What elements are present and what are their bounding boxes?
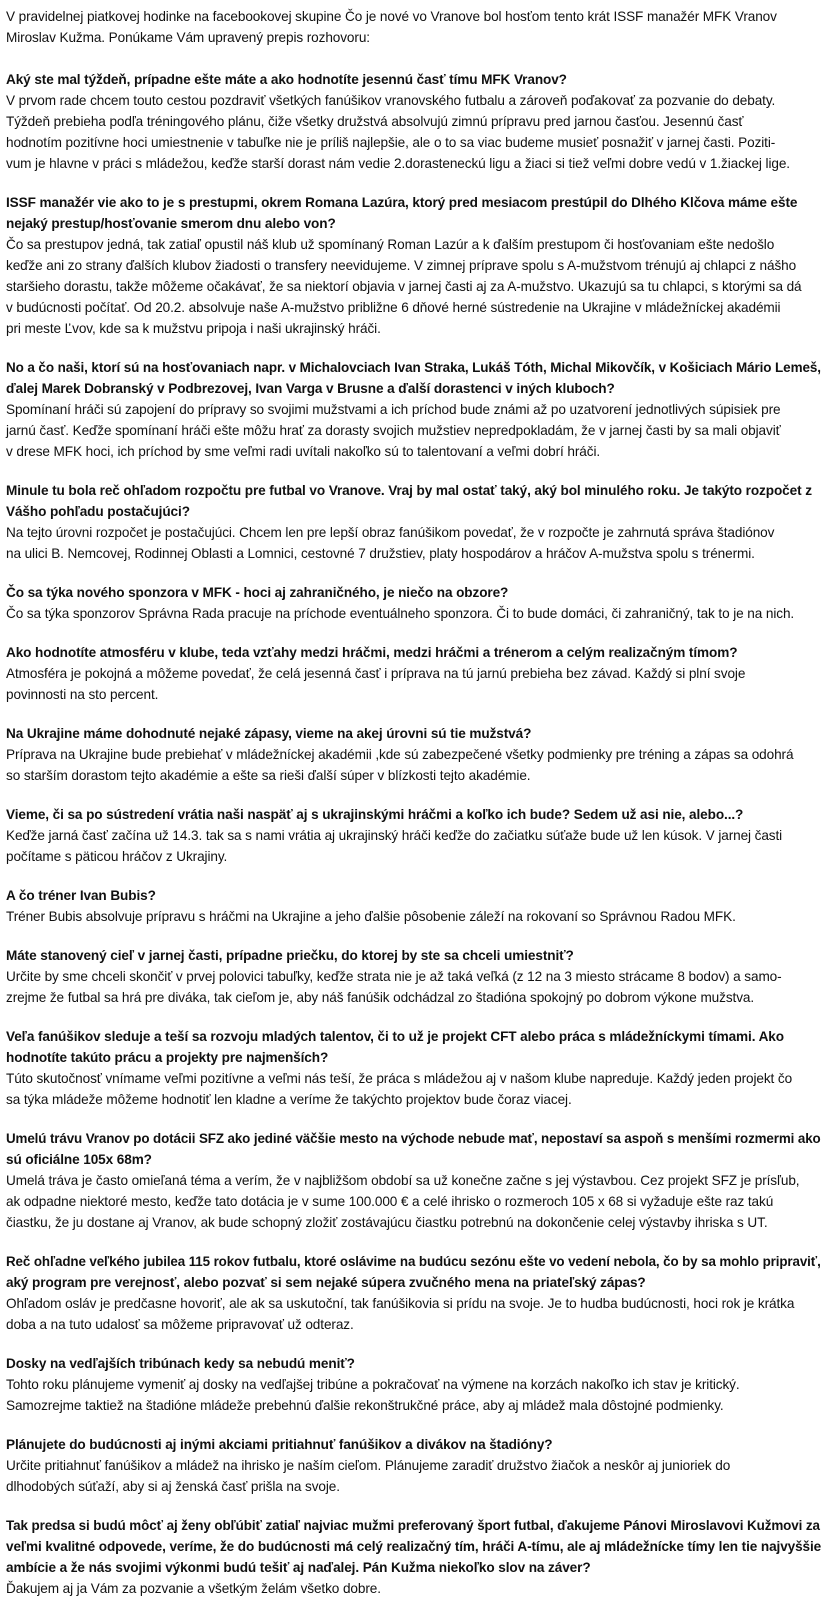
question-line: Reč ohľadne veľkého jubilea 115 rokov futbalu, ktoré oslávime na budúcu sezónu ešte vo vedení nebola, čo by sa mohlo pripraviť, bbox=[6, 1254, 821, 1269]
answer-line: Túto skutočnosť vnímame veľmi pozitívne a veľmi nás teší, že práca s mládežou aj v našom klube napreduje. Každý jeden projekt čo bbox=[6, 1071, 793, 1086]
qa-block bbox=[6, 582, 821, 624]
answer-line: hodnotím pozitívne hoci umiestnenie v tabuľke nie je príliš najlepšie, ale o to sa viac budeme musieť posnažiť v jarnej časti. Poziti- bbox=[6, 135, 776, 150]
question-line: Veľa fanúšikov sleduje a teší sa rozvoju mladých talentov, či to už je projekt CFT alebo práca s mládežníckymi tímami. Ako bbox=[6, 1029, 784, 1044]
question-line: Čo sa týka nového sponzora v MFK - hoci aj zahraničného, je niečo na obzore? bbox=[6, 585, 509, 600]
question-line: Vášho pohľadu postačujúci? bbox=[6, 504, 190, 519]
qa-block bbox=[6, 885, 821, 927]
answer-line: vum je hlavne v práci s mládežou, keďže starší dorast nám vedie 2.dorasteneckú ligu a žiaci si tiež veľmi dobre vedú v 1.žiackej lige. bbox=[6, 156, 790, 171]
qa-block bbox=[6, 1353, 821, 1416]
question-line: A čo tréner Ivan Bubis? bbox=[6, 888, 156, 903]
question-line: nejaký prestup/hosťovanie smerom dnu alebo von? bbox=[6, 216, 336, 231]
answer-line: zrejme že futbal sa hrá pre diváka, tak cieľom je, aby náš fanúšik odchádzal zo štadióna spokojný po dobrom výkone mužstva. bbox=[6, 990, 755, 1005]
answer-line: Samozrejme taktiež na štadióne mládeže prebehnú ďalšie rekonštrukčné práce, aby aj mládež mala dôstojné podmienky. bbox=[6, 1398, 724, 1413]
answer-line: sa týka mládeže môžeme hodnotiť len kladne a veríme že takýchto projektov bude čoraz viacej. bbox=[6, 1092, 572, 1107]
answer-line: Atmosféra je pokojná a môžeme povedať, že celá jesenná časť i príprava na tú jarnú prebieha bez závad. Každý si plní svoje bbox=[6, 666, 746, 681]
answer-line: Týždeň prebieha podľa tréningového plánu, čiže všetky družstvá absolvujú zimnú prípravu pred jarnou časťou. Jesennú časť bbox=[6, 114, 744, 129]
answer-line: Na tejto úrovni rozpočet je postačujúci. Chcem len pre lepší obraz fanúšikom povedať, že v rozpočte je zahrnutá správa štadiónov bbox=[6, 525, 775, 540]
answer-line: Určite pritiahnuť fanúšikov a mládež na ihrisko je naším cieľom. Plánujeme zaradiť družstvo žiačok a neskôr aj junioriek do bbox=[6, 1458, 731, 1473]
answer-line: Ohľadom osláv je predčasne hovoriť, ale ak sa uskutoční, tak fanúšikovia si prídu na svoje. Je to hudba budúcnosti, hoci rok je krátka bbox=[6, 1296, 795, 1311]
qa-block bbox=[6, 480, 821, 564]
answer-line: jarnú časť. Keďže spomínaní hráči ešte môžu hrať za dorasty svojich mužstiev nepredpokladám, že v jarnej časti by sa mali objaviť bbox=[6, 423, 781, 438]
answer-line: Ďakujem aj ja Vám za pozvanie a všetkým želám všetko dobre. bbox=[6, 1581, 381, 1596]
answer-line: Určite by sme chceli skončiť v prvej polovici tabuľky, keďže strata nie je až taká veľká (z 12 na 3 miesto strácame 8 bodov) a samo- bbox=[6, 969, 782, 984]
qa-block bbox=[6, 1515, 821, 1599]
qa-block bbox=[6, 69, 821, 174]
question-line: sú oficiálne 105x 68m? bbox=[6, 1152, 152, 1167]
answer-line: pri meste Ľvov, kde sa k mužstvu pripoja i naši ukrajinský hráči. bbox=[6, 321, 381, 336]
question-line: Na Ukrajine máme dohodnuté nejaké zápasy, vieme na akej úrovni sú tie mužstvá? bbox=[6, 726, 532, 741]
qa-block bbox=[6, 642, 821, 705]
answer-line: povinnosti na sto percent. bbox=[6, 687, 159, 702]
qa-block bbox=[6, 723, 821, 786]
answer-line: staršieho dorastu, takže môžeme očakávať, že sa niektorí objavia v jarnej časti aj za A-mužstvo. Ukazujú sa tu chlapci, s ktorými sa dá bbox=[6, 279, 802, 294]
question-line: ďalej Marek Dobranský v Podbrezovej, Ivan Varga v Brusne a ďalší dorastenci v iných kluboch? bbox=[6, 381, 615, 396]
qa-block bbox=[6, 1434, 821, 1497]
answer-line: Príprava na Ukrajine bude prebiehať v mládežníckej akadémii ,kde sú zabezpečené všetky podmienky pre tréning a zápas sa odohrá bbox=[6, 747, 794, 762]
answer-line: dlhodobých súťaží, aby si aj ženská časť prišla na svoje. bbox=[6, 1479, 340, 1494]
question-line: Ako hodnotíte atmosféru v klube, teda vzťahy medzi hráčmi, medzi hráčmi a trénerom a celým realizačným tímom? bbox=[6, 645, 738, 660]
qa-block bbox=[6, 357, 821, 462]
qa-block bbox=[6, 1251, 821, 1335]
question-line: Dosky na vedľajších tribúnach kedy sa nebudú meniť? bbox=[6, 1356, 355, 1371]
answer-line: Tohto roku plánujeme vymeniť aj dosky na vedľajšej tribúne a pokračovať na výmene na korzách nakoľko ich stav je kritický. bbox=[6, 1377, 740, 1392]
answer-line: so starším dorastom tejto akadémie a ešte sa rieši ďalší súper v blízkosti tejto akadémie. bbox=[6, 768, 531, 783]
question-line: ISSF manažér vie ako to je s prestupmi, okrem Romana Lazúra, ktorý pred mesiacom prestúpil do Dlhého Klčova máme ešte bbox=[6, 195, 798, 210]
intro-paragraph bbox=[6, 6, 821, 48]
answer-line: na ulici B. Nemcovej, Rodinnej Oblasti a Lomnici, cestovné 7 družstiev, platy hospodárov a hráčov A-mužstva spolu s trénermi. bbox=[6, 546, 755, 561]
qa-list bbox=[6, 69, 821, 1599]
answer-line: keďže ani zo strany ďalších klubov žiadosti o transfery neevidujeme. V zimnej príprave spolu s A-mužstvom trénujú aj chlapci z nášho bbox=[6, 258, 797, 273]
answer-line: v drese MFK hoci, ich príchod by sme veľmi radi uvítali nakoľko sú to talentovaní a veľmi dobrí hráči. bbox=[6, 444, 601, 459]
question-line: Aký ste mal týždeň, prípadne ešte máte a ako hodnotíte jesennú časť tímu MFK Vranov? bbox=[6, 72, 567, 87]
answer-line: V prvom rade chcem touto cestou pozdraviť všetkých fanúšikov vranovského futbalu a zároveň poďakovať za pozvanie do debaty. bbox=[6, 93, 776, 108]
qa-block bbox=[6, 192, 821, 339]
answer-line: doba a na tuto udalosť sa môžeme pripravovať už odteraz. bbox=[6, 1317, 354, 1332]
question-line: Máte stanovený cieľ v jarnej časti, prípadne priečku, do ktorej by ste sa chceli umiestniť? bbox=[6, 948, 574, 963]
answer-line: Čo sa týka sponzorov Správna Rada pracuje na príchode eventuálneho sponzora. Či to bude domáci, či zahraničný, tak to je na nich. bbox=[6, 606, 795, 621]
qa-block bbox=[6, 1128, 821, 1233]
answer-line: v budúcnosti počítať. Od 20.2. absolvuje naše A-mužstvo približne 6 dňové herné sústredenie na Ukrajine v mládežníckej akadémii bbox=[6, 300, 781, 315]
answer-line: Spomínaní hráči sú zapojení do prípravy so svojimi mužstvami a ich príchod bude známi až po uzatvorení jednotlivých súpisiek pre bbox=[6, 402, 781, 417]
question-line: Umelú trávu Vranov po dotácii SFZ ako jediné väčšie mesto na východe nebude mať, nepostaví sa aspoň s menšími rozmermi ako bbox=[6, 1131, 821, 1146]
answer-line: Čo sa prestupov jedná, tak zatiaľ opustil náš klub už spomínaný Roman Lazúr a k ďalším prestupom či hosťovaniam ešte nedošlo bbox=[6, 237, 775, 252]
question-line: Minule tu bola reč ohľadom rozpočtu pre futbal vo Vranove. Vraj by mal ostať taký, aký bol minulého roku. Je takýto rozpočet z bbox=[6, 483, 812, 498]
question-line: hodnotíte takúto prácu a projekty pre najmenších? bbox=[6, 1050, 329, 1065]
answer-line: čiastku, že ju dostane aj Vranov, ak bude schopný zložiť zostávajúcu čiastku potrebnú na dokončenie celej výstavby ihriska s UT. bbox=[6, 1215, 768, 1230]
question-line: aký program pre verejnosť, alebo pozvať si sem nejaké súpera zvučného mena na priateľský zápas? bbox=[6, 1275, 646, 1290]
qa-block bbox=[6, 945, 821, 1008]
answer-line: Umelá tráva je často omieľaná téma a verím, že v najbližšom období sa už konečne začne s jej výstavbou. Cez projekt SFZ je prísľub, bbox=[6, 1173, 800, 1188]
qa-block bbox=[6, 804, 821, 867]
answer-line: ak odpadne niektoré mesto, keďže tato dotácia je v sume 100.000 € a celé ihrisko o rozmeroch 105 x 68 si vyžaduje ešte raz takú bbox=[6, 1194, 774, 1209]
question-line: Vieme, či sa po sústredení vrátia naši naspäť aj s ukrajinskými hráčmi a koľko ich bude? Sedem už asi nie, alebo...? bbox=[6, 807, 744, 822]
question-line: No a čo naši, ktorí sú na hosťovaniach napr. v Michalovciach Ivan Straka, Lukáš Tóth, Michal Mikovčík, v Košiciach Mário Lemeš, bbox=[6, 360, 821, 375]
answer-line: počítame s päticou hráčov z Ukrajiny. bbox=[6, 849, 228, 864]
question-line: Tak predsa si budú môcť aj ženy obľúbiť zatiaľ najviac mužmi preferovaný šport futbal, ďakujeme Pánovi Miroslavovi Kužmovi za bbox=[6, 1518, 820, 1533]
question-line: veľmi kvalitné odpovede, veríme, že do budúcnosti má celý realizačný tím, hráči A-tímu, ale aj mládežnícke tímy len tie najvyššie bbox=[6, 1539, 822, 1554]
intro-line: V pravidelnej piatkovej hodinke na facebookovej skupine Čo je nové vo Vranove bol hosťom tento krát ISSF manažér MFK Vranov bbox=[6, 9, 777, 24]
answer-line: Keďže jarná časť začína už 14.3. tak sa s nami vrátia aj ukrajinský hráči keďže do začiatku súťaže bude už len kúsok. V jarnej časti bbox=[6, 828, 783, 843]
answer-line: Tréner Bubis absolvuje prípravu s hráčmi na Ukrajine a jeho ďalšie pôsobenie záleží na rokovaní so Správnou Radou MFK. bbox=[6, 909, 736, 924]
qa-block bbox=[6, 1026, 821, 1110]
question-line: Plánujete do budúcnosti aj inými akciami pritiahnuť fanúšikov a divákov na štadióny? bbox=[6, 1437, 553, 1452]
intro-line: Miroslav Kužma. Ponúkame Vám upravený prepis rozhovoru: bbox=[6, 30, 370, 45]
question-line: ambície a že nás svojimi výkonmi budú tešiť aj naďalej. Pán Kužma niekoľko slov na záver? bbox=[6, 1560, 591, 1575]
